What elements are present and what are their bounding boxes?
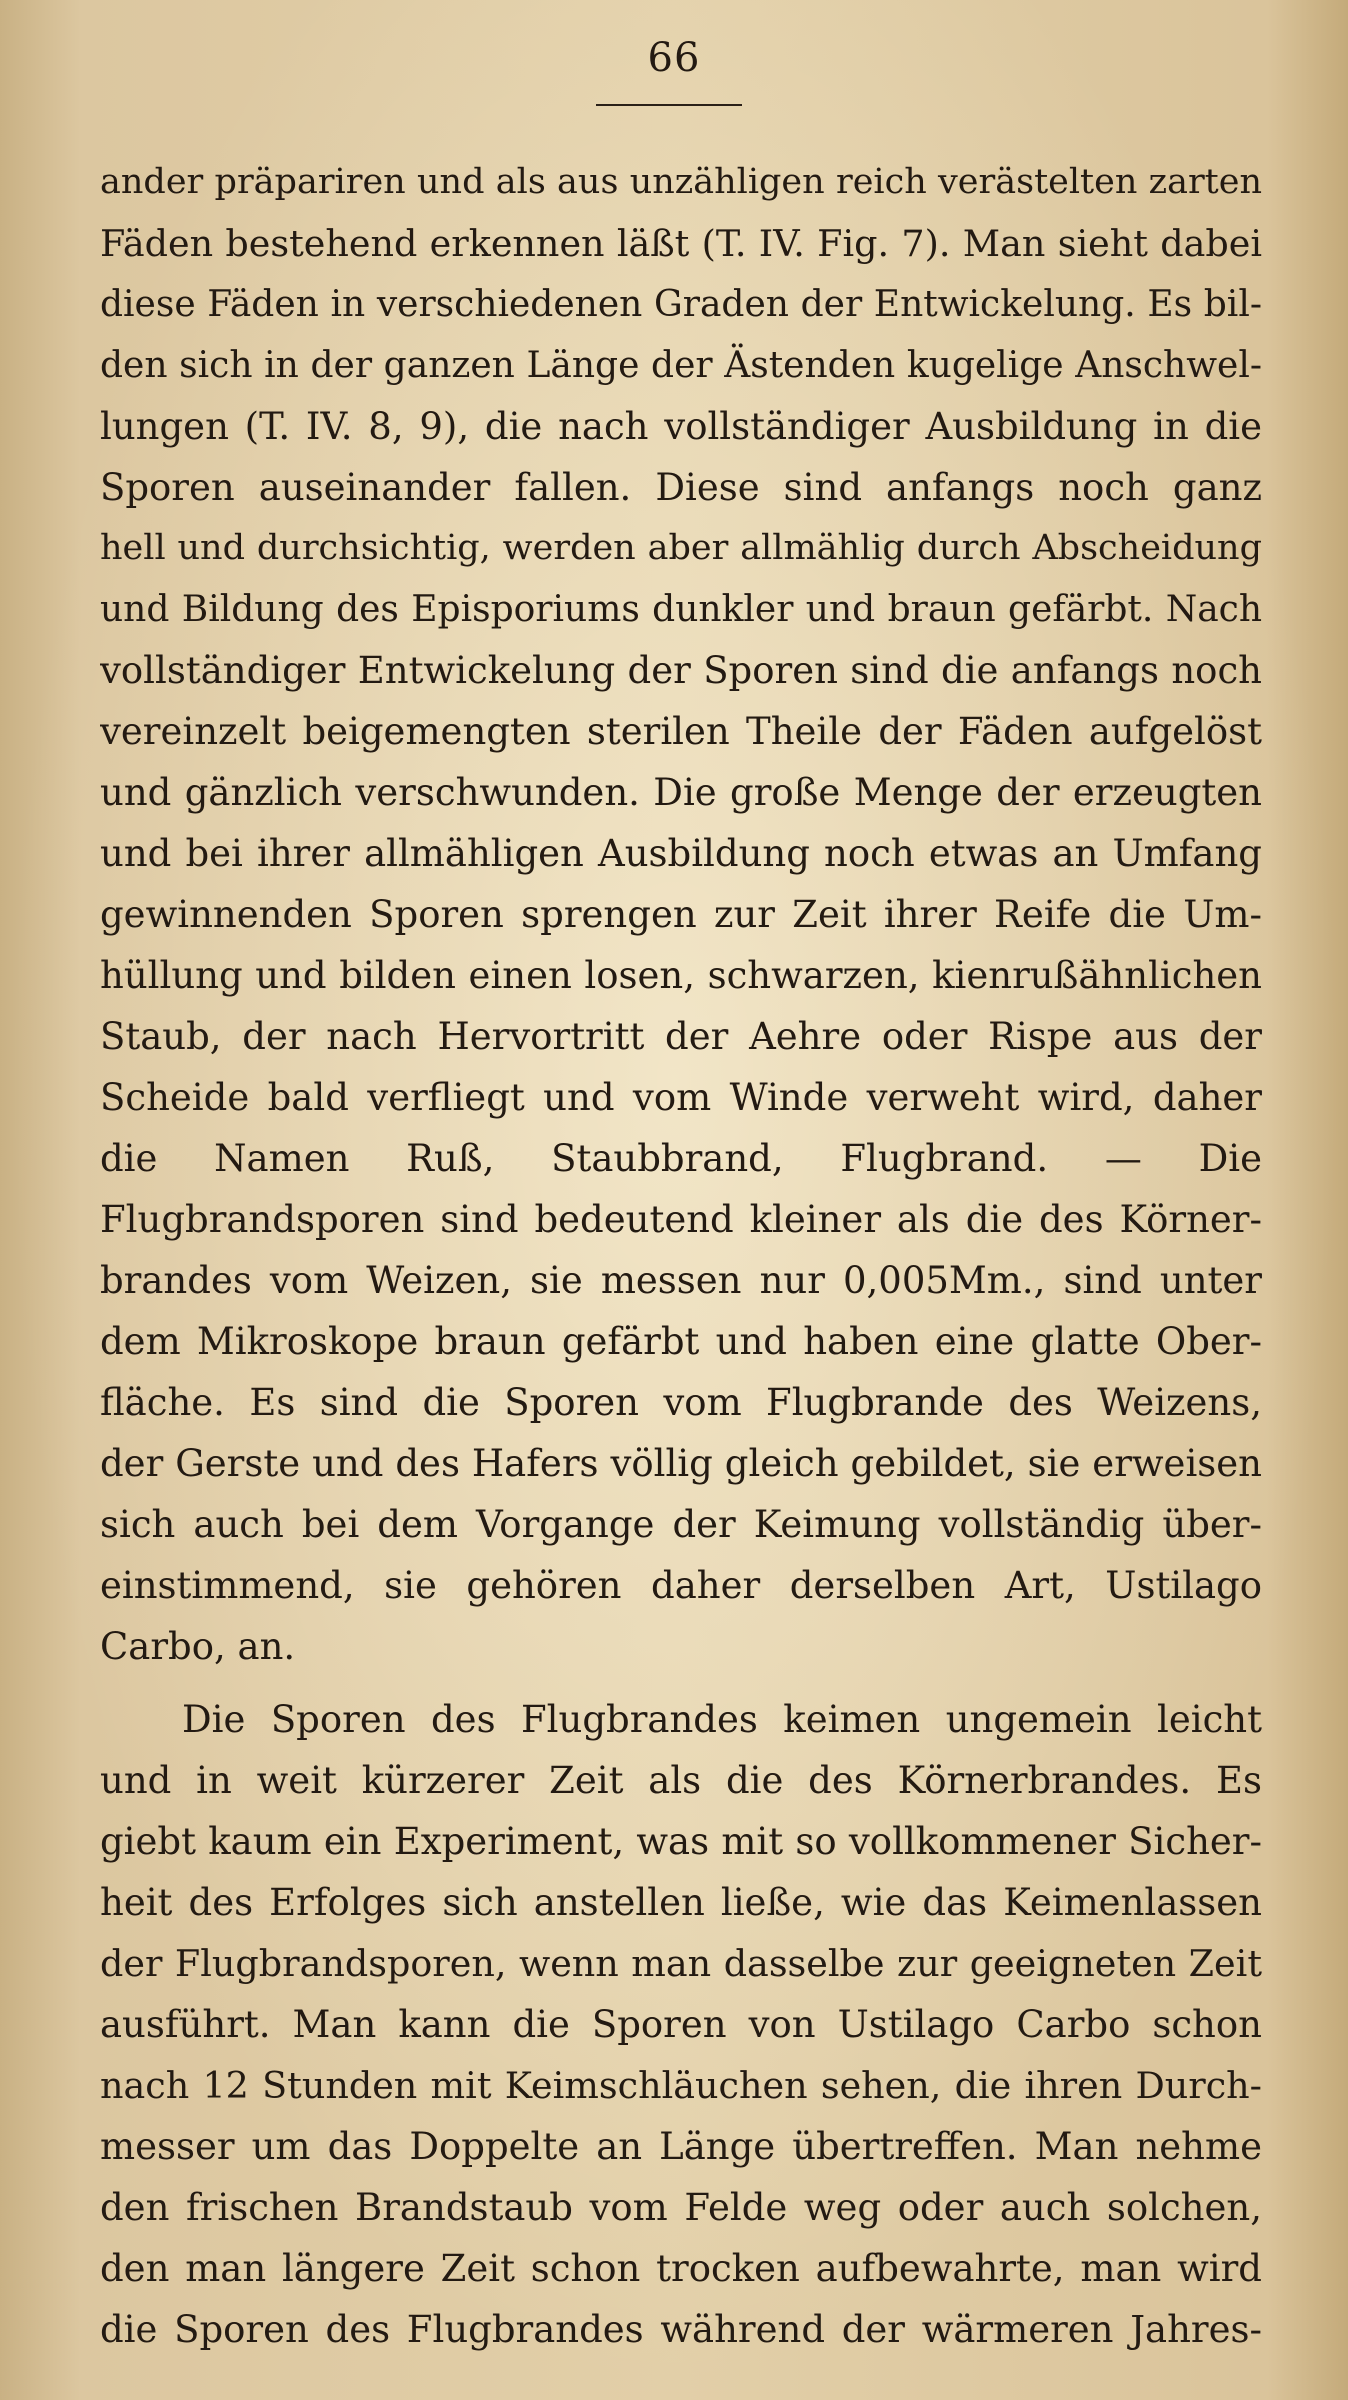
text-line: einstimmend, sie gehören daher derselben Art, Ustilago xyxy=(100,1564,1262,1607)
text-line: Die Sporen des Flugbrandes keimen ungemein leicht xyxy=(182,1698,1262,1741)
text-line: der Gerste und des Hafers völlig gleich gebildet, sie erweisen xyxy=(100,1442,1262,1485)
text-line: sich auch bei dem Vorgange der Keimung vollständig über- xyxy=(100,1503,1262,1546)
paragraph-gap xyxy=(100,1677,1262,1689)
text-line: Scheide bald verfliegt und vom Winde verweht wird, daher xyxy=(100,1076,1262,1119)
page-header xyxy=(0,35,1348,81)
paragraph-2 xyxy=(100,1689,1262,2360)
text-line: dem Mikroskope braun gefärbt und haben eine glatte Ober- xyxy=(100,1320,1262,1363)
text-line: lungen (T. IV. 8, 9), die nach vollständiger Ausbildung in die xyxy=(100,405,1262,448)
text-line: den frischen Brandstaub vom Felde weg oder auch solchen, xyxy=(100,2186,1262,2229)
text-line: gewinnenden Sporen sprengen zur Zeit ihrer Reife die Um- xyxy=(100,893,1262,936)
text-line: ander präpariren und als aus unzähligen reich verästelten zarten xyxy=(100,162,1262,202)
text-line: der Flugbrandsporen, wenn man dasselbe zur geeigneten Zeit xyxy=(100,1942,1262,1985)
text-block xyxy=(100,152,1262,2360)
text-line: und gänzlich verschwunden. Die große Menge der erzeugten xyxy=(100,771,1262,814)
text-line: den man längere Zeit schon trocken aufbewahrte, man wird xyxy=(100,2247,1262,2290)
text-line: Carbo, an. xyxy=(100,1625,296,1668)
text-line: brandes vom Weizen, sie messen nur 0,005Mm., sind unter xyxy=(100,1259,1262,1302)
text-line: die Sporen des Flugbrandes während der wärmeren Jahres- xyxy=(100,2308,1262,2351)
text-line: fläche. Es sind die Sporen vom Flugbrande des Weizens, xyxy=(100,1381,1262,1424)
text-line: vollständiger Entwickelung der Sporen sind die anfangs noch xyxy=(100,649,1262,692)
text-line: Flugbrandsporen sind bedeutend kleiner als die des Körner- xyxy=(100,1198,1262,1241)
text-line: hüllung und bilden einen losen, schwarzen, kienrußähnlichen xyxy=(100,954,1262,997)
text-line: nach 12 Stunden mit Keimschläuchen sehen, die ihren Durch- xyxy=(100,2064,1262,2107)
page-number: 66 xyxy=(647,35,701,81)
text-line: den sich in der ganzen Länge der Ästenden kugelige Anschwel- xyxy=(100,345,1262,386)
text-line: Staub, der nach Hervortritt der Aehre oder Rispe aus der xyxy=(100,1015,1262,1058)
text-line: und bei ihrer allmähligen Ausbildung noch etwas an Umfang xyxy=(100,832,1262,875)
text-line: und in weit kürzerer Zeit als die des Körnerbrandes. Es xyxy=(100,1759,1262,1802)
paragraph-1 xyxy=(100,152,1262,1677)
text-line: vereinzelt beigemengten sterilen Theile der Fäden aufgelöst xyxy=(100,710,1262,753)
text-line: messer um das Doppelte an Länge übertreffen. Man nehme xyxy=(100,2125,1262,2168)
text-line: hell und durchsichtig, werden aber allmählig durch Abscheidung xyxy=(100,528,1262,568)
text-line: Fäden bestehend erkennen läßt (T. IV. Fig. 7). Man sieht dabei xyxy=(100,222,1262,265)
text-line: und Bildung des Episporiums dunkler und braun gefärbt. Nach xyxy=(100,589,1262,630)
text-line: ausführt. Man kann die Sporen von Ustilago Carbo schon xyxy=(100,2003,1262,2046)
text-line: giebt kaum ein Experiment, was mit so vollkommener Sicher- xyxy=(100,1820,1262,1863)
header-rule xyxy=(596,104,742,106)
text-line: diese Fäden in verschiedenen Graden der Entwickelung. Es bil- xyxy=(100,284,1262,325)
text-line: die Namen Ruß, Staubbrand, Flugbrand. — Die xyxy=(100,1137,1262,1180)
text-line: Sporen auseinander fallen. Diese sind anfangs noch ganz xyxy=(100,466,1262,509)
text-line: heit des Erfolges sich anstellen ließe, wie das Keimenlassen xyxy=(100,1881,1262,1924)
